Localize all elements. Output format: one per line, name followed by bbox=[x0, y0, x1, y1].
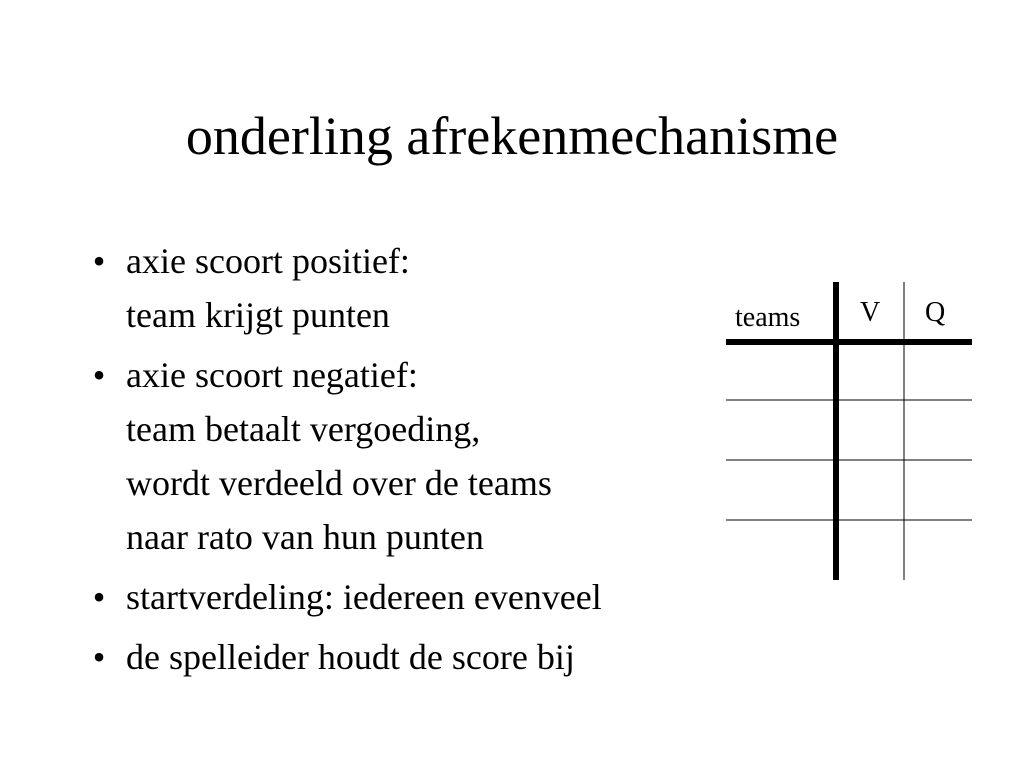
bullet-item bbox=[84, 234, 744, 342]
bullet-line: team krijgt punten bbox=[126, 295, 390, 335]
bullet-line: de spelleider houdt de score bij bbox=[126, 637, 575, 677]
bullet-icon: • bbox=[92, 241, 106, 281]
bullet-list bbox=[84, 234, 744, 690]
slide-title: onderling afrekenmechanisme bbox=[185, 106, 839, 166]
bullet-line: axie scoort negatief: bbox=[126, 355, 418, 395]
table-header-q: Q bbox=[925, 297, 946, 328]
score-table bbox=[726, 282, 972, 580]
bullet-line: startverdeling: iedereen evenveel bbox=[126, 577, 602, 617]
bullet-line: team betaalt vergoeding, bbox=[126, 409, 481, 449]
bullet-item bbox=[84, 570, 744, 624]
bullet-icon: • bbox=[92, 355, 106, 395]
table-header-teams: teams bbox=[735, 302, 801, 333]
bullet-line: axie scoort positief: bbox=[126, 241, 410, 281]
bullet-icon: • bbox=[92, 637, 106, 677]
table-header-v: V bbox=[860, 297, 881, 328]
bullet-line: naar rato van hun punten bbox=[126, 517, 484, 557]
bullet-icon: • bbox=[92, 577, 106, 617]
bullet-item bbox=[84, 630, 744, 684]
bullet-line: wordt verdeeld over de teams bbox=[126, 463, 552, 503]
bullet-item bbox=[84, 348, 744, 564]
